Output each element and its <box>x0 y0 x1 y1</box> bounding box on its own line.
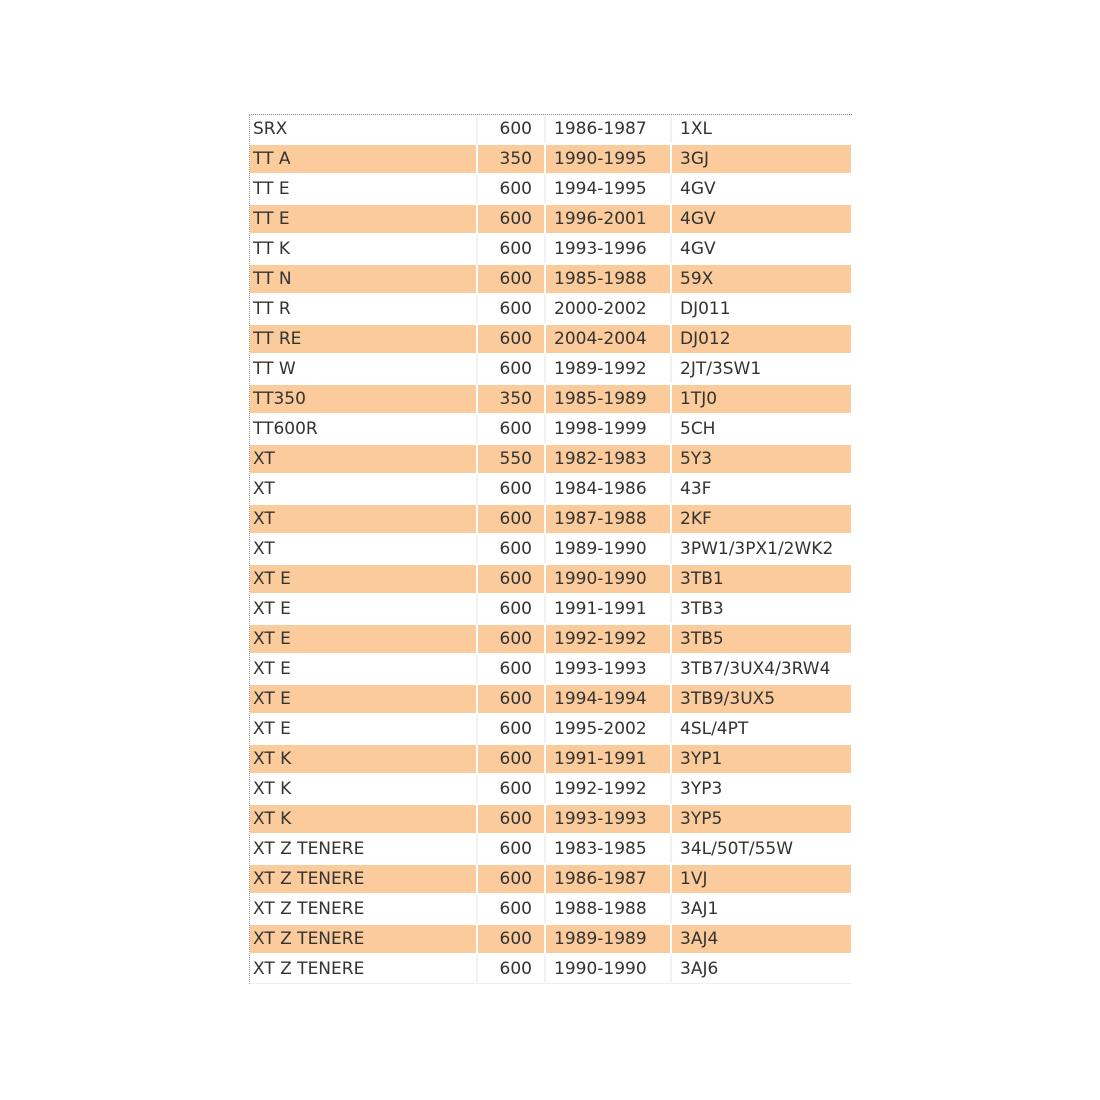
year-range-cell: 1996-2001 <box>545 204 671 234</box>
displacement-cell: 600 <box>477 504 545 534</box>
model-cell: XT K <box>250 744 477 774</box>
year-range-cell: 1989-1989 <box>545 924 671 954</box>
year-range-cell: 1982-1983 <box>545 444 671 474</box>
table-row <box>250 354 851 384</box>
model-code-cell: 1TJ0 <box>671 384 851 414</box>
year-range-cell: 1988-1988 <box>545 894 671 924</box>
displacement-cell: 600 <box>477 264 545 294</box>
model-code-cell: 3TB7/3UX4/3RW4 <box>671 654 851 684</box>
table-row <box>250 744 851 774</box>
model-code-cell: 4GV <box>671 174 851 204</box>
table-row <box>250 594 851 624</box>
table-row <box>250 384 851 414</box>
table-row <box>250 684 851 714</box>
year-range-cell: 1984-1986 <box>545 474 671 504</box>
model-cell: TT K <box>250 234 477 264</box>
table-row <box>250 864 851 894</box>
displacement-cell: 600 <box>477 234 545 264</box>
year-range-cell: 1991-1991 <box>545 594 671 624</box>
year-range-cell: 1990-1990 <box>545 564 671 594</box>
model-cell: XT E <box>250 684 477 714</box>
displacement-cell: 600 <box>477 564 545 594</box>
table-row <box>250 115 851 144</box>
table-row <box>250 174 851 204</box>
model-code-cell: 5CH <box>671 414 851 444</box>
displacement-cell: 600 <box>477 174 545 204</box>
model-code-cell: 3AJ6 <box>671 954 851 984</box>
displacement-cell: 600 <box>477 654 545 684</box>
table-row <box>250 504 851 534</box>
table-row <box>250 654 851 684</box>
table-row <box>250 834 851 864</box>
model-cell: XT Z TENERE <box>250 864 477 894</box>
table-row <box>250 804 851 834</box>
displacement-cell: 600 <box>477 864 545 894</box>
model-cell: XT <box>250 474 477 504</box>
year-range-cell: 1991-1991 <box>545 744 671 774</box>
year-range-cell: 2004-2004 <box>545 324 671 354</box>
model-code-cell: 3YP5 <box>671 804 851 834</box>
model-code-cell: 3TB1 <box>671 564 851 594</box>
displacement-cell: 600 <box>477 294 545 324</box>
model-code-cell: 4GV <box>671 234 851 264</box>
table-row <box>250 144 851 174</box>
table-row <box>250 444 851 474</box>
model-compatibility-table <box>250 115 851 984</box>
year-range-cell: 1993-1993 <box>545 804 671 834</box>
year-range-cell: 1989-1990 <box>545 534 671 564</box>
model-cell: XT Z TENERE <box>250 924 477 954</box>
model-cell: TT350 <box>250 384 477 414</box>
displacement-cell: 600 <box>477 594 545 624</box>
displacement-cell: 600 <box>477 744 545 774</box>
table-row <box>250 414 851 444</box>
year-range-cell: 1985-1988 <box>545 264 671 294</box>
model-cell: TT N <box>250 264 477 294</box>
model-code-cell: 34L/50T/55W <box>671 834 851 864</box>
model-cell: XT E <box>250 564 477 594</box>
year-range-cell: 1995-2002 <box>545 714 671 744</box>
table-row <box>250 564 851 594</box>
model-cell: XT E <box>250 654 477 684</box>
model-code-cell: 3PW1/3PX1/2WK2 <box>671 534 851 564</box>
model-cell: XT E <box>250 714 477 744</box>
table-row <box>250 924 851 954</box>
displacement-cell: 600 <box>477 324 545 354</box>
model-code-cell: 2KF <box>671 504 851 534</box>
model-code-cell: 1VJ <box>671 864 851 894</box>
model-code-cell: 3TB3 <box>671 594 851 624</box>
year-range-cell: 1985-1989 <box>545 384 671 414</box>
model-cell: TT600R <box>250 414 477 444</box>
model-cell: XT <box>250 534 477 564</box>
model-code-cell: DJ012 <box>671 324 851 354</box>
table-body <box>250 115 851 984</box>
displacement-cell: 600 <box>477 714 545 744</box>
model-code-cell: 4SL/4PT <box>671 714 851 744</box>
model-cell: SRX <box>250 115 477 144</box>
displacement-cell: 600 <box>477 954 545 984</box>
table-row <box>250 954 851 984</box>
table-row <box>250 714 851 744</box>
model-code-cell: 3AJ4 <box>671 924 851 954</box>
year-range-cell: 1994-1994 <box>545 684 671 714</box>
table-row <box>250 624 851 654</box>
displacement-cell: 600 <box>477 204 545 234</box>
model-code-cell: 43F <box>671 474 851 504</box>
model-code-cell: 3TB5 <box>671 624 851 654</box>
model-cell: TT R <box>250 294 477 324</box>
model-cell: XT K <box>250 774 477 804</box>
model-cell: TT RE <box>250 324 477 354</box>
model-cell: XT K <box>250 804 477 834</box>
year-range-cell: 1994-1995 <box>545 174 671 204</box>
model-code-cell: 1XL <box>671 115 851 144</box>
model-code-cell: 2JT/3SW1 <box>671 354 851 384</box>
displacement-cell: 600 <box>477 414 545 444</box>
year-range-cell: 1989-1992 <box>545 354 671 384</box>
year-range-cell: 1992-1992 <box>545 624 671 654</box>
displacement-cell: 600 <box>477 354 545 384</box>
year-range-cell: 1986-1987 <box>545 864 671 894</box>
year-range-cell: 1990-1990 <box>545 954 671 984</box>
model-code-cell: 3AJ1 <box>671 894 851 924</box>
year-range-cell: 1993-1993 <box>545 654 671 684</box>
model-cell: TT W <box>250 354 477 384</box>
model-cell: XT E <box>250 594 477 624</box>
year-range-cell: 1983-1985 <box>545 834 671 864</box>
displacement-cell: 600 <box>477 534 545 564</box>
model-code-cell: 3YP1 <box>671 744 851 774</box>
model-code-cell: DJ011 <box>671 294 851 324</box>
year-range-cell: 1987-1988 <box>545 504 671 534</box>
displacement-cell: 600 <box>477 894 545 924</box>
year-range-cell: 1990-1995 <box>545 144 671 174</box>
year-range-cell: 1986-1987 <box>545 115 671 144</box>
model-code-cell: 5Y3 <box>671 444 851 474</box>
table-row <box>250 264 851 294</box>
model-code-cell: 4GV <box>671 204 851 234</box>
model-code-cell: 3GJ <box>671 144 851 174</box>
table-row <box>250 204 851 234</box>
model-compatibility-table-container <box>249 114 852 984</box>
model-code-cell: 3YP3 <box>671 774 851 804</box>
displacement-cell: 600 <box>477 834 545 864</box>
displacement-cell: 600 <box>477 624 545 654</box>
table-row <box>250 234 851 264</box>
table-row <box>250 294 851 324</box>
model-cell: XT <box>250 444 477 474</box>
table-row <box>250 894 851 924</box>
model-cell: XT Z TENERE <box>250 834 477 864</box>
model-cell: XT <box>250 504 477 534</box>
model-cell: XT Z TENERE <box>250 894 477 924</box>
displacement-cell: 600 <box>477 774 545 804</box>
displacement-cell: 600 <box>477 924 545 954</box>
model-code-cell: 59X <box>671 264 851 294</box>
year-range-cell: 1992-1992 <box>545 774 671 804</box>
model-cell: XT E <box>250 624 477 654</box>
displacement-cell: 550 <box>477 444 545 474</box>
model-cell: XT Z TENERE <box>250 954 477 984</box>
model-cell: TT E <box>250 204 477 234</box>
displacement-cell: 600 <box>477 115 545 144</box>
table-row <box>250 474 851 504</box>
displacement-cell: 600 <box>477 804 545 834</box>
displacement-cell: 600 <box>477 474 545 504</box>
year-range-cell: 2000-2002 <box>545 294 671 324</box>
table-row <box>250 774 851 804</box>
displacement-cell: 350 <box>477 144 545 174</box>
displacement-cell: 600 <box>477 684 545 714</box>
model-cell: TT E <box>250 174 477 204</box>
table-row <box>250 324 851 354</box>
displacement-cell: 350 <box>477 384 545 414</box>
model-code-cell: 3TB9/3UX5 <box>671 684 851 714</box>
year-range-cell: 1993-1996 <box>545 234 671 264</box>
model-cell: TT A <box>250 144 477 174</box>
year-range-cell: 1998-1999 <box>545 414 671 444</box>
table-row <box>250 534 851 564</box>
